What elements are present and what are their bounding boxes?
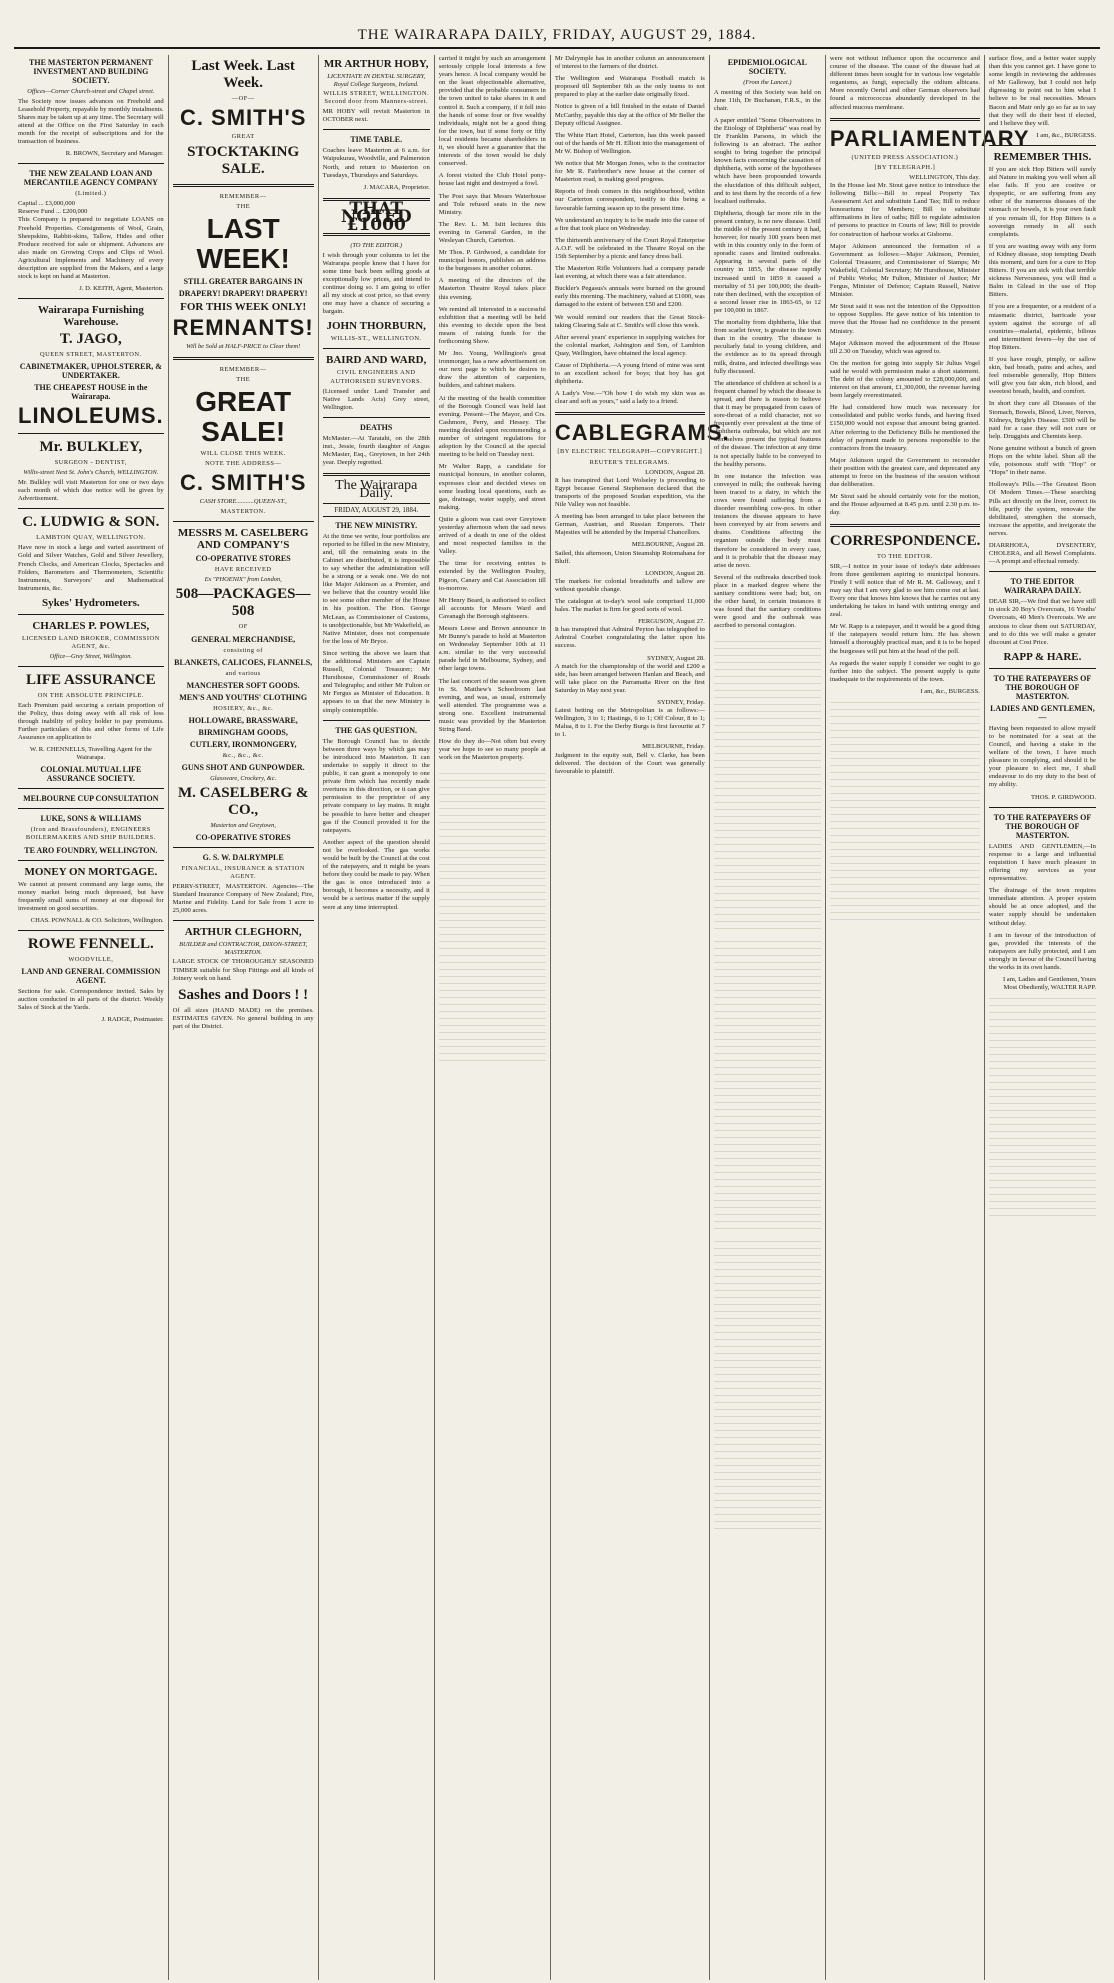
parl-text-4: Major Atkinson moved the adjournment of the House till 2.30 on Tuesday, which was agreed to. bbox=[829, 339, 980, 355]
dateline-melbourne-1: MELBOURNE, August 28. bbox=[631, 541, 705, 549]
body-text-lines bbox=[714, 1235, 821, 1535]
melbourne-1-text: Sailed, this afternoon, Union Steamship Rotomahana for Bluff. bbox=[554, 549, 705, 565]
news-gloom: Quite a gloom was cast over Greytown yesterday afternoon when the sad news arrived of a death in one of the oldest and most respected families in the Valley. bbox=[438, 515, 546, 556]
great-label: GREAT bbox=[231, 133, 255, 141]
bargains: STILL GREATER BARGAINS IN bbox=[183, 277, 303, 287]
holloway-pills: Holloway's Pills.—The Greatest Boon Of Modern Times.—These searching Pills act directly on the liver, correct its bile, purify the system, renovate the debilitated, strengthen the stomach, increase the appetite, and invigorate the nerves. bbox=[988, 481, 1096, 537]
note-address: NOTE THE ADDRESS— bbox=[205, 460, 282, 468]
letter-text: I wish through your columns to let the Wairarapa people know that I have for some time back been selling goods at exceptionally low prices, and intend to continue doing so. I am going to offer all my stock at cost price, so that every one may have a chance of securing a bargain. bbox=[322, 251, 430, 316]
news-vestry: We remind all interested in a successful exhibition that a meeting will be held this evening to decide upon the best means of raising funds for the forthcoming Show. bbox=[438, 305, 546, 345]
jago-name: T. JAGO, bbox=[59, 331, 122, 348]
the-label-2: THE bbox=[236, 375, 251, 383]
building-society-text: The Society now issues advances on Freehold and Leasehold Property, repayable by monthly instalments. Shares may be taken up at any time. The Secretary will attend at the Office on the First Saturday in each month for the receipt of subscriptions and for the transaction of business. bbox=[18, 97, 164, 145]
sydney-2-text: Latest betting on the Metropolitan is as follows:—Wellington, 3 to 1; Hastings, 6 to 1; Off Colour, 8 to 1; Malua, 8 to 1. For the Derby Burgs is first favourite at 7 to 1. bbox=[554, 707, 705, 739]
guns-shot: GUNS SHOT AND GUNPOWDER. bbox=[181, 762, 305, 772]
building-society-sig: R. BROWN, Secretary and Manager. bbox=[65, 150, 164, 158]
mens-clothing: MEN'S AND YOUTHS' CLOTHING bbox=[179, 692, 308, 702]
corr-text-2: Mr W. Rapp is a ratepayer, and it would be a good thing if the ratepayers would return him. He has shown himself a thoroughly practical man, and it is to be hoped the burgesses will put him at the head of the poll. bbox=[829, 623, 980, 655]
holloware: HOLLOWARE, BRASSWARE, bbox=[188, 715, 298, 725]
linoleums: LINOLEUMS. bbox=[18, 403, 164, 429]
body-text-lines bbox=[830, 696, 980, 926]
dateline-ferguson: FERGUSON, August 27. bbox=[638, 618, 705, 626]
masthead bbox=[14, 0, 1100, 49]
nz-loan-sig: J. D. KEITH, Agent, Masterton. bbox=[79, 285, 164, 293]
dalrymple-sub: FINANCIAL, INSURANCE & STATION AGENT. bbox=[181, 864, 305, 880]
letter-continued: surface flow, and a better water supply than this you cannot get. I have gone to some length in reviewing the addresses of Mr Galloway, but I could not help digressing to point out to him what I believe to be real necessities. Messrs Bacon and Mair only go so far as to say that they will do their best if elected, and I believe they will. bbox=[988, 55, 1096, 127]
letter-location: WILLIS-ST., WELLINGTON. bbox=[330, 335, 422, 343]
news-gas-continued: carried it might by such an arrangement seriously cripple local interests a few years hence. A local company would be on the least objectionable alternative, provided that the probable consumers in the town united to take shares in it and control it. Such a company, if it fell into the hands of some four or five wealthy individuals, might not be a good thing for the town, but if some forty or fifty local residents became shareholders in it, we should have a guarantee that the interests of the town would be duly conserved. bbox=[438, 55, 546, 168]
deaths-title: DEATHS bbox=[360, 422, 393, 432]
press-association: (UNITED PRESS ASSOCIATION.) bbox=[851, 153, 959, 161]
epidemic-text-3: Diphtheria, though far more rife in the present century, is no new disease. Until the middle of the present century it had, however, for nearly 100 years been met with in this country only in the form of sporadic cases and limited outbreaks. Appearing in several parts of the country in 1855, the disease rapidly increased until in 1859 it caused a mortality of 51 per 100,000; the death-rate then declined, with the exception of a second lesser rise in 1863-65, to 12 per 100,000 in 1867. bbox=[713, 209, 821, 314]
news-post: The Post says that Messrs Waterhouse and Tole refused seats in the new Ministry. bbox=[438, 192, 546, 216]
half-price: Will be Sold at HALF-PRICE to Clear them! bbox=[186, 343, 301, 351]
body-text-lines bbox=[439, 767, 546, 1067]
remember-text-3: If you are a frequenter, or a resident of a miasmatic district, barricade your system against the scourge of all countries—malarial, epidemic, bilious and intermittent fevers—by the use of Hop Bitters. bbox=[988, 303, 1096, 351]
caselberg-title: MESSRS M. CASELBERG AND COMPANY'S bbox=[177, 526, 309, 551]
rowe-trade: LAND AND GENERAL COMMISSION AGENT. bbox=[21, 967, 161, 986]
glassware: Glassware, Crockery, &c. bbox=[210, 774, 277, 782]
life-assurance-agent: W. R. CHENNELLS, Travelling Agent for the Wairarapa. bbox=[29, 746, 152, 762]
columns bbox=[14, 55, 1100, 1980]
gas-text: The Borough Council has to decide between three ways by which gas may be introduced into Masterton. It can undertake to supply it direct to the public, it can grant a monopoly to one private firm which has recently made overtures in this direction, or it can give permission to the proprietor of any private company to lay mains. It might be possible to have better and cheaper gas if the Council provided it for the ratepayers. bbox=[322, 737, 430, 834]
epidemic-text-7: Several of the outbreaks described took place in a marked degree where the sanitary conditions were bad; but, on the other hand, in certain instances it was found that the sanitary conditions were good and the outbreak was ascribed to personal contagion. bbox=[713, 573, 821, 630]
london-1-text-2: A meeting has been arranged to take place between the German, Austrian, and Russian Emperors. Their Majesties will be attended by the Imperial Chancellors. bbox=[554, 513, 705, 537]
news-diphtheria: Cause of Diphtheria.—A young friend of mine was sent to an excellent school for boys; that boy has got diphtheria. bbox=[554, 362, 705, 386]
news-council: At the meeting of the health committee of the Borough Council was held last evening. Present—The Mayor, and Crs. Cashmore, Perry, and Hessey. The meeting decided upon recommending a number of stringent regulations for adoption by the Council at the special meeting to be held on Tuesday next. bbox=[438, 394, 546, 459]
caselberg-name: M. CASELBERG & CO., bbox=[177, 785, 309, 819]
dateline-london-1: LONDON, August 28. bbox=[645, 468, 705, 476]
jago-trades: CABINETMAKER, UPHOLSTERER, & UNDERTAKER. bbox=[19, 362, 162, 381]
parl-text-5: On the motion for going into supply Sir Julius Vogel said he would with permission make a short statement. The debt of the colony amounted to £28,000,000, and interest on that amount, £1,300,000, the revenue having been largely overestimated. bbox=[829, 359, 980, 400]
powles-address: Office—Grey Street, Wellington. bbox=[49, 653, 133, 661]
last-week-title: Last Week. Last Week. bbox=[191, 58, 295, 91]
life-assurance-text: Each Premium paid securing a certain proportion of the Policy, thus doing away with all risk of loss through inability of policy holder to pay premiums. Further particulars of this and other forms of Life Assurance on application to bbox=[18, 701, 164, 742]
body-text-lines bbox=[714, 635, 821, 935]
cutlery: CUTLERY, IRONMONGERY, bbox=[189, 739, 297, 749]
news-rifles: The Masterton Rifle Volunteers had a company parade last evening, at which there was a fair attendance. bbox=[554, 265, 705, 281]
epidemic-continued: were not without influence upon the occurrence and course of the disease. The cause of the disease had at different times been sought for in various low vegetable organisms, as fungi, especially the oidium albicans. More recently Oertel and other German observers had found a micrococcus abundantly developed in the affected mucous membrane. bbox=[829, 55, 980, 111]
body-text-lines bbox=[989, 992, 1096, 1222]
ex-phoenix: Ex "PHOENIX" from London, bbox=[204, 575, 282, 583]
ludwig-address: LAMBTON QUAY, WELLINGTON. bbox=[36, 534, 146, 542]
cheapest-house: THE CHEAPEST HOUSE in the Wairarapa. bbox=[34, 383, 148, 402]
ladies-2-title: LADIES AND GENTLEMEN,—In response to a large and influential requisition I have much pleasure in offering my services as your representative. bbox=[988, 842, 1096, 883]
parl-text-6: He had considered how much was necessary for consolidated and public works funds, and having fixed £150,000 would not expose that amount being granted. After referring to the Deficiency Bills he mentioned the delay of payment made to persons responsible to the contractors from the treasury. bbox=[829, 404, 980, 452]
rapp-hare-sig: RAPP & HARE. bbox=[1003, 650, 1082, 663]
remember-text: If you are sick Hop Bitters will surely aid Nature in making you well when all else fails. If you are costive or dyspeptic, or are suffering from any other of the numerous diseases of the stomach or bowels, it is your own fault if you remain ill, for Hop Bitters is a sovereign remedy in all such complaints. bbox=[988, 165, 1096, 238]
body-text-lines bbox=[714, 935, 821, 1235]
news-parade: Messrs Leese and Brown announce in Mr Bunny's parade to hold at Masterton on Wednesday September 10th at 11 a.m. similar to the very successful parade held in Melbourne, Sydney, and other large towns. bbox=[438, 625, 546, 673]
correspondence-title: CORRESPONDENCE. bbox=[829, 532, 981, 549]
life-assurance-sub: ON THE ABSOLUTE PRINCIPLE. bbox=[37, 691, 144, 699]
news-reports: Reports of fresh comers in this neighbourhood, within our Carterton correspondent, testify to this being a favourable farming season up to the present time. bbox=[554, 188, 705, 212]
london-2-text-2: The catalogue at to-day's wool sale comprised 11,000 bales. The market is firm for good sorts of wool. bbox=[554, 597, 705, 614]
epidemic-text-6: In one instance the infection was conveyed in milk; the outbreak having been traced to a dairy, in which the cows were found suffering from a disorder resembling cow-pox. In other instances the disease appears to have been conveyed by air from sewers and drains. Conditions affecting the organism outside the body must therefore be considered in every case, and it is probable that the disease may arise de novo. bbox=[713, 472, 821, 569]
etc: &c., &c., &c. bbox=[222, 751, 264, 759]
parl-text-2: Major Atkinson announced the formation of a Government as follows:—Major Atkinson, Premier, Colonial Treasurer, and Commissioner of Stamps; Mr Wakefield, Colonial Secretary; Mr Hursthouse, Minister of Public Works; Mr Fulton, Minister of Justice; Mr Fergus, Minister of Defence; Captain Russell, Native Minister. bbox=[829, 242, 980, 299]
epidemic-text-2: A paper entitled "Some Observations in the Etiology of Diphtheria" was read by Dr Franklin Parsons, in which the following is an abstract. The author sought to bring together the principal known facts concerning the causation of diphtheria, with some of the hypotheses which have been propounded towards the elucidation of this difficult subject, and to test them by the records of a few localised outbreaks. bbox=[713, 116, 821, 205]
column-7 bbox=[825, 55, 1030, 1980]
dateline-sydney-2: SYDNEY, Friday. bbox=[657, 699, 705, 706]
dalrymple-text: PERRY-STREET, MASTERTON. Agencies—The Standard Insurance Company of New Zealand; Fire, Marine and Fidelity. Land for Sale from 1 acre to 25,000 acres. bbox=[172, 883, 314, 915]
news-girdwood: Mr Thos. P. Girdwood, a candidate for municipal honors, publishes an address to the burgesses in another column. bbox=[438, 249, 546, 273]
rowe-title: ROWE FENNELL. bbox=[27, 936, 154, 952]
epidemic-text-5: The attendance of children at school is a frequent channel by which the disease is spread, and there is reason to believe that it may be propagated from cases of sore-throat of a mild character, not so frequently ever prevalent at the time of diphtheria outbreaks, but which are not themselves present the typical features of the disease. The infection at any time is not specially liable to be conveyed to the healthy persons. bbox=[713, 379, 821, 468]
time-table: TIME TABLE. bbox=[350, 135, 403, 145]
manchester: MANCHESTER SOFT GOODS. bbox=[186, 680, 300, 690]
paper-name: The Wairarapa Daily. bbox=[335, 478, 418, 502]
news-concert: The last concert of the season was given in St. Matthew's Schoolroom last evening, and was, as usual, extremely well attended. The programme was a strong one. Excellent instrumental music was provided by the Masterton String Band. bbox=[438, 677, 546, 734]
remember-label-2: REMEMBER— bbox=[219, 365, 267, 373]
london-1-text: It has transpired that Lord Wolseley is proceeding to Egypt because General Stephenson declared that the transports of the proposed Soudan expedition, via the Nile Valley was not feasible. bbox=[554, 476, 705, 509]
stocktaking-sale: STOCKTAKING SALE. bbox=[187, 144, 300, 178]
news-anniversary: The thirteenth anniversary of the Court Royal Enterprise A.O.F. will be celebrated in the Theatre Royal on the 15th September by a picnic and fancy dress ball. bbox=[554, 236, 705, 260]
hoby-title: MR ARTHUR HOBY, bbox=[323, 58, 429, 70]
sydney-1-text: A match for the championship of the world and £200 a side, has been arranged between Hanlan and Beach, and will take place on the Parramatta River on the first Saturday in May next year. bbox=[554, 662, 705, 694]
bulkley-sub: SURGEON - DENTIST, bbox=[54, 459, 127, 467]
epidemic-text: A meeting of this Society was held on June 11th, Dr Buchanan, F.R.S., in the chair. bbox=[713, 88, 821, 112]
dateline-melbourne-2: MELBOURNE, Friday. bbox=[642, 743, 705, 751]
cleghorn-title: ARTHUR CLEGHORN, bbox=[184, 926, 302, 939]
news-lecture: The Rev. L. M. Isitt lectures this evening in General Garden, in the Wesleyan Church, Carterton. bbox=[438, 220, 546, 244]
nz-loan-title: THE NEW ZEALAND LOAN AND MERCANTILE AGENCY COMPANY bbox=[23, 169, 158, 188]
rowe-text: Sections for sale. Correspondence invited. Sales by auction conducted in all parts of the district. Weekly Sales of Stock at the Yards. bbox=[18, 988, 164, 1012]
gas-title: THE GAS QUESTION. bbox=[335, 725, 417, 735]
furnishing-title: Wairarapa Furnishing Warehouse. bbox=[37, 304, 144, 329]
parliamentary-title: PARLIAMENTARY bbox=[829, 125, 1030, 151]
diarrhoea: DIARRHOEA, DYSENTERY, CHOLERA, and all Bowel Complaints.—A prompt and effectual remedy. bbox=[988, 541, 1096, 566]
column-1 bbox=[14, 55, 168, 1980]
coop-stores-2: CO-OPERATIVE STORES bbox=[195, 832, 291, 842]
by-telegraph-2: [BY TELEGRAPH.] bbox=[874, 163, 936, 171]
news-rapp: Mr Walter Rapp, a candidate for municipal honours, in another column, expresses clear and decided views on some leading local questions, such as gas, drainage, water supply, and street making. bbox=[438, 463, 546, 511]
epidemic-text-4: The mortality from diphtheria, like that from scarlet fever, is greater in the town than in the country. The disease is peculiarly fatal to young children, and the evidence as to its spread through milk, drains, and infected dwellings was fully discussed. bbox=[713, 319, 821, 375]
remember-this-title: REMEMBER THIS. bbox=[993, 150, 1092, 163]
news-meeting: A meeting of the directors of the Masterton Theatre Royal takes place this evening. bbox=[438, 277, 546, 301]
news-young: Mr Jno. Young, Wellington's great ironmonger, has a new advertisement on our next page to which he desires to draw the attention of carpenters, builders, and cabinet makers. bbox=[438, 350, 546, 390]
corr-sig: I am, &c., BURGESS. bbox=[920, 687, 980, 695]
letter-sig: JOHN THORBURN, bbox=[326, 320, 426, 333]
bulkley-text: Mr. Bulkley will visit Masterton for one or two days each month of which due notice will be given by Advertisement. bbox=[18, 478, 164, 503]
news-leave: We understand an inquiry is to be made into the cause of a fire that took place on Wednesday. bbox=[554, 216, 705, 232]
coop-stores: CO-OPERATIVE STORES bbox=[195, 553, 291, 563]
column-8 bbox=[984, 55, 1100, 1980]
coach-text: Coaches leave Masterton at 6 a.m. for Waipukurau, Woodville, and Palmerston North, and return to Masterton on Tuesdays, Thursdays and Saturdays. bbox=[322, 147, 430, 179]
parl-text-3: Mr Stout said it was not the intention of the Opposition to oppose Supplies. He gave notice of his intention to move that the House had no confidence in the present Ministry. bbox=[829, 303, 980, 335]
dateline-sydney-1: SYDNEY, August 28. bbox=[647, 654, 705, 662]
hosiery: HOSIERY, &c., &c. bbox=[213, 704, 274, 712]
remember-label: REMEMBER— bbox=[219, 193, 267, 201]
news-how-do: How do they do—Not often but every year we hope to see so many people at work on the Masterton property. bbox=[438, 738, 546, 762]
cash-store: CASH STORE...........QUEEN-ST., bbox=[199, 498, 287, 506]
powles-title: CHARLES P. POWLES, bbox=[32, 619, 150, 632]
ladies-text: Having been requested to allow myself to be nominated for a seat at the Council, and having a stake in the welfare of the town, I have much pleasure in complying, and should it be your pleasure to elect me, I shall endeavour to do my duty to the best of my ability. bbox=[988, 724, 1096, 789]
rapp-hare-text: DEAR SIR,—We find that we have still in stock 20 Boy's Overcoats, 16 Youths' Overcoats, 40 Men's Overcoats. We are anxious to clear them out SATURDAY, and to do this we will make a greater discount at Cost Price. bbox=[988, 598, 1096, 646]
cleghorn-sub: BUILDER and CONTRACTOR, DIXON-STREET, MASTERTON. bbox=[179, 941, 308, 956]
dalrymple-title: G. S. W. DALRYMPLE bbox=[202, 852, 284, 862]
paper-date: FRIDAY, AUGUST 29, 1884. bbox=[323, 503, 430, 517]
news-remind: We would remind our readers that the Great Stock-taking Clearing Sale at C. Smith's will close this week. bbox=[554, 313, 705, 329]
news-beard: Mr Henry Beard, is authorised to collect all accounts for Messrs Ward and Cavanagh the Borough sightseers. bbox=[438, 596, 546, 620]
drapery: DRAPERY! DRAPERY! DRAPERY! bbox=[178, 289, 308, 299]
hoby-text: MR HOBY will revisit Masterton in OCTOBER next. bbox=[322, 108, 430, 124]
news-dalrymple: Mr Dalrymple has in another column an announcement of interest to the farmers of the district. bbox=[554, 55, 705, 71]
epidemic-source: (From the Lancet.) bbox=[743, 79, 792, 86]
baird-title: BAIRD AND WARD, bbox=[326, 354, 427, 367]
ladies-title: LADIES AND GENTLEMEN,— bbox=[990, 703, 1095, 722]
reward-banner: THAT NOTED £1000 bbox=[323, 198, 430, 236]
news-notice: Notice is given of a bill finished in the estate of Daniel McCarthy, payable this day at the office of Mr Beller the Deputy official Assignee. bbox=[554, 103, 705, 127]
colonial-mutual: COLONIAL MUTUAL LIFE ASSURANCE SOCIETY. bbox=[40, 765, 142, 784]
masthead-title: THE WAIRARAPA DAILY, FRIDAY, AUGUST 29, 1884. bbox=[357, 27, 757, 43]
news-football: The Wellington and Wairarapa Football match is proposed till September 6th as the only teams to not prepared to play at the earlier date originally fixed. bbox=[554, 75, 705, 99]
smith-name-2: C. SMITH'S bbox=[179, 470, 307, 496]
remember-text-2: If you are wasting away with any form of Kidney disease, stop tempting Death this moment, and turn for a cure to Hop Bitters. If you are sick with that terrible sickness Nervousness, you will find a Balm in Gilead in the use of Hop Bitters. bbox=[988, 242, 1096, 299]
corr-to-editor: TO THE EDITOR. bbox=[876, 552, 933, 560]
news-after: After several years' experience in supplying watches for the colonial market, Ashington and Son, of Lambton Quay, Wellington, have obtained the local agency. bbox=[554, 333, 705, 357]
baird-sub: CIVIL ENGINEERS AND AUTHORISED SURVEYORS. bbox=[330, 369, 423, 385]
cablegrams-title: CABLEGRAMS. bbox=[554, 420, 730, 446]
smith-masterton: MASTERTON. bbox=[220, 507, 266, 515]
blankets: BLANKETS, CALICOES, FLANNELS, bbox=[174, 657, 313, 667]
last-week-big: LAST WEEK! bbox=[196, 213, 290, 275]
luke-title: LUKE, SONS & WILLIAMS bbox=[40, 814, 142, 824]
ludwig-text: Have now in stock a large and varied assortment of Gold and Silver Watches, Gold and Silver Jewellery, French Clocks, and American Clocks, Spectacles and Folders, Barometers and Thermometers, Scientific Instruments, Surveyors' and Mathematical Instruments, &c. bbox=[18, 544, 164, 592]
will-close: WILL CLOSE THIS WEEK. bbox=[200, 450, 286, 458]
rapp-hare-title: TO THE EDITOR WAIRARAPA DAILY. bbox=[1003, 577, 1081, 596]
the-label: THE bbox=[236, 203, 251, 211]
ladies-2-text-2: I am in favour of the introduction of gas, provided the interests of the ratepayers are fully protected, and I am strongly in favour of the Council having the works in its own hands. bbox=[988, 931, 1096, 971]
for-this-week: FOR THIS WEEK ONLY! bbox=[180, 301, 307, 314]
epidemic-title: EPIDEMIOLOGICAL SOCIETY. bbox=[727, 58, 807, 76]
remember-text-5: In short they cure all Diseases of the Stomach, Bowels, Blood, Liver, Nerves, Kidneys, Bright's Disease. £500 will be paid for a case they will not cure or help. Druggists and Chemists keep. bbox=[988, 400, 1096, 440]
nz-loan-sub: (Limited.) bbox=[75, 190, 107, 198]
nz-loan-reserve: Reserve Fund ... £200,000 bbox=[18, 208, 88, 216]
general-merchandise: GENERAL MERCHANDISE, bbox=[191, 634, 296, 644]
news-lady: A Lady's Vow.—"Oh how I do wish my skin was as clear and soft as yours," said a lady to a friend. bbox=[554, 390, 705, 406]
ratepayers-title: TO THE RATEPAYERS OF THE BOROUGH OF MASTERTON. bbox=[993, 673, 1092, 701]
money-sig: CHAS. POWNALL & CO. Solicitors, Wellington. bbox=[30, 916, 164, 924]
luke-sub: (Iron and Brassfounders), ENGINEERS BOILERMAKERS AND SHIP BUILDERS. bbox=[25, 826, 156, 842]
nz-loan-text: This Company is prepared to negotiate LOANS on Freehold Properties. Consignments of Wool, Grain, Sheepskins, Rabbit-skins, Tallow, Hides and other Produce received for sale or shipment. Advances are also made on Growing Crops and Clips of Wool. Agricultural Implements and Machinery of every description are supplied from the Makers, and a large stock is kept on hand at Masterton. bbox=[18, 216, 164, 281]
sashes-text: Of all sizes (HAND MADE) on the premises. ESTIMATES GIVEN. No general building in any part of the District. bbox=[172, 1006, 314, 1030]
bulkley-address: Willis-street Next St. John's Church, WELLINGTON. bbox=[23, 469, 159, 477]
remember-text-4: If you have rough, pimply, or sallow skin, bad breath, pains and aches, and feel miserable generally, Hop Bitters will give you fair skin, rich blood, and sweetest breath, health, and comfort. bbox=[988, 356, 1096, 396]
burgess-sig: I am, &c., BURGESS. bbox=[1036, 131, 1096, 139]
rowe-sig: J. RADGE, Postmaster. bbox=[101, 1016, 164, 1024]
have-received: HAVE RECEIVED bbox=[214, 565, 272, 573]
te-aro-foundry: TE ARO FOUNDRY, WELLINGTON. bbox=[24, 845, 158, 855]
bulkley-title: Mr. BULKLEY, bbox=[39, 439, 143, 456]
none-genuine: None genuine without a bunch of green Hops on the white label. Shun all the vile, poisonous stuff with "Hop" or "Hops" in their name. bbox=[988, 444, 1096, 477]
news-fire: A forest visited the Club Hotel pony-house last night and destroyed a fowl. bbox=[438, 172, 546, 188]
london-2-text: The markets for colonial breadstuffs and tallow are without quotable change. bbox=[554, 577, 705, 593]
news-white-hart: The White Hart Hotel, Carterton, has this week passed out of the hands of Mr H. Elliott into the management of Mr W. Bishop of Wellington. bbox=[554, 131, 705, 155]
coach-sig: J. MACARA, Proprietor. bbox=[363, 183, 430, 191]
parl-text-7: Major Atkinson urged the Government to reconsider their position with the greatest care, and deprecated any attempt to force on the business of the session without due deliberation. bbox=[829, 456, 980, 489]
column-3 bbox=[318, 55, 434, 1980]
sashes-doors: Sashes and Doors ! ! bbox=[178, 986, 309, 1003]
parl-text-8: Mr Stout said he should certainly vote for the motion, and the House adjourned at 8.45 p.m. until 2.30 p.m. to-day. bbox=[829, 493, 980, 517]
jago-address: QUEEN STREET, MASTERTON. bbox=[40, 351, 142, 359]
hoby-address: WILLIS STREET, WELLINGTON. Second door from Manners-street. bbox=[323, 90, 430, 106]
melbourne-cup-title: MELBOURNE CUP CONSULTATION bbox=[23, 794, 159, 804]
ludwig-title: C. LUDWIG & SON. bbox=[22, 514, 160, 531]
ratepayers-title-2: TO THE RATEPAYERS OF THE BOROUGH OF MASTERTON. bbox=[993, 812, 1092, 840]
news-buckler: Buckler's Pegasus's annuals were burned on the ground early this morning. The machinery, valued at £1000, was damaged to the extent of between £50 and £200. bbox=[554, 285, 705, 309]
building-society-title: THE MASTERTON PERMANENT INVESTMENT AND BUILDING SOCIETY. bbox=[29, 58, 153, 85]
ministry-text: At the time we write, four portfolios are reported to be filled in the new Ministry, and, till the remaining seats in the Cabinet are distributed, it is impossible to say whether the administration will be a strong or a weak one. We do not like Major Atkinson as a Premier, and we believe that the country would like to see some other member of the House in his position. The Hon. George McLean, as Commissioner of Customs, is unobjectionable, but Mr Wakefield, as Native Minister, does not compensate for the loss of Mr Bryce. bbox=[322, 532, 430, 645]
nz-loan-capital: Capital ... £3,000,000 bbox=[18, 200, 75, 208]
column-4 bbox=[434, 55, 550, 1980]
reuters: REUTER'S TELEGRAMS. bbox=[589, 458, 671, 466]
ferguson-text: It has transpired that Admiral Peyton has telegraphed to Admiral Courbet congratulating the latter upon his success. bbox=[554, 626, 705, 650]
of-label-2: OF bbox=[238, 623, 248, 631]
by-telegraph: [BY ELECTRIC TELEGRAPH—COPYRIGHT.] bbox=[557, 448, 703, 456]
to-editor: (TO THE EDITOR.) bbox=[350, 242, 403, 250]
building-society-office: Offices—Corner Church-street and Chapel street. bbox=[27, 88, 155, 95]
column-2 bbox=[168, 55, 318, 1980]
parl-text: In the House last Mr. Stout gave notice to introduce the following Bills:—Bill to repeal Property Tax Assessment Act and substitute Land Tax; Bill to reduce honorariums for Members; Bill to substitute affirmations in lieu of oaths; Bill to regulate admission of persons to practice in Courts of law; Bill to provide for construction of harbour works at Gisborne. bbox=[829, 181, 980, 238]
column-6 bbox=[709, 55, 825, 1980]
packages: 508—PACKAGES—508 bbox=[175, 586, 311, 620]
ministry-text-2: Since writing the above we learn that the additional Ministers are Captain Russell, Colonial Treasurer; Mr Hursthouse, Commissioner of Roads and Telegraphs; and either Mr Fulton or Mr Fergus as Minister of Education. It appears to us that the new Ministry is simply contemptible. bbox=[322, 649, 430, 714]
rapp-sig: I am, Ladies and Gentlemen, Yours Most Obediently, WALTER RAPP. bbox=[1002, 976, 1096, 992]
powles-sub: LICENSED LAND BROKER, COMMISSION AGENT, &c. bbox=[21, 634, 160, 650]
sykes-hydrometers: Sykes' Hydrometers. bbox=[42, 596, 140, 609]
news-wellington: We notice that Mr Morgan Jones, who is the contractor for Mr R. Fairbrother's new house at the corner of Masterton road, is making good progress. bbox=[554, 160, 705, 184]
dateline-london-2: LONDON, August 28. bbox=[645, 569, 705, 577]
smith-name: C. SMITH'S bbox=[179, 105, 307, 131]
caselberg-location: Masterton and Greytown, bbox=[210, 822, 276, 830]
life-assurance-title: LIFE ASSURANCE bbox=[26, 671, 156, 688]
deaths-text: McMaster.—At Taratahi, on the 28th inst., Jessie, fourth daughter of Angus McMaster, Esq., Greytown, in her 24th year. Deeply regretted. bbox=[322, 434, 430, 467]
remnants: REMNANTS! bbox=[172, 315, 314, 341]
melbourne-2-text: Judgment in the equity suit, Bell v. Clarke, has been delivered. The decision of the Court was generally favourable to plaintiff. bbox=[554, 751, 705, 775]
corr-text-3: As regards the water supply I consider we ought to go further into the subject. The present supply is quite inadequate to the requirements of the town. bbox=[829, 659, 980, 683]
large-stock: LARGE STOCK OF THOROUGHLY SEASONED TIMBER suitable for Shop Fittings and all kinds of Joinery work on hand. bbox=[172, 958, 314, 982]
great-sale: GREAT SALE! bbox=[195, 386, 292, 448]
corr-text: SIR,—I notice in your issue of today's date addresses from three gentlemen aspiring to municipal honours. Firstly I will notice that of Mr R. M. Galloway, and I may say that I am very glad to see him come out at last. Every one that knows him knows that he carries out any undertaking he takes in hand with untiring energy and zeal. bbox=[829, 562, 980, 619]
money-title: MONEY ON MORTGAGE. bbox=[24, 865, 158, 878]
of-label: —OF— bbox=[231, 95, 255, 102]
birmingham: BIRMINGHAM GOODS, bbox=[198, 727, 288, 737]
rowe-sub: WOODVILLE, bbox=[68, 956, 114, 963]
ministry-title: THE NEW MINISTRY. bbox=[335, 520, 418, 530]
ladies-2-text: The drainage of the town requires immediate attention. A proper system should be at once adopted, and the water supply should be undertaken without delay. bbox=[988, 887, 1096, 927]
and-various: and various bbox=[225, 669, 261, 677]
dateline-wellington: WELLINGTON, This day. bbox=[909, 173, 980, 181]
hoby-sub: LICENTIATE IN DENTAL SURGERY, Royal College Surgeons, Ireland. bbox=[327, 73, 426, 88]
news-poultry: The time for receiving entries is extended by the Wellington Poultry, Pigeon, Canary and Cat Association till to-morrow. bbox=[438, 560, 546, 592]
column-5 bbox=[550, 55, 730, 1980]
money-text: We cannot at present command any large sums, the money market being much depressed, but have frequently small sums of money at our disposal for investment on good securities. bbox=[18, 880, 164, 912]
consisting-of: consisting of bbox=[223, 646, 263, 654]
gas-text-2: Another aspect of the question should not be overlooked. The gas works would be built by the Council at the cost of the ratepayers, and it might be years before they could be made to pay. When the gas is once introduced into a borough, it becomes a necessity, and it would be a serious matter if the supply were at any time interrupted. bbox=[322, 838, 430, 911]
baird-text: (Licensed under Land Transfer and Native Lands Acts) Grey street, Wellington. bbox=[322, 387, 430, 411]
girdwood-sig: THOS. P. GIRDWOOD. bbox=[1030, 793, 1096, 801]
